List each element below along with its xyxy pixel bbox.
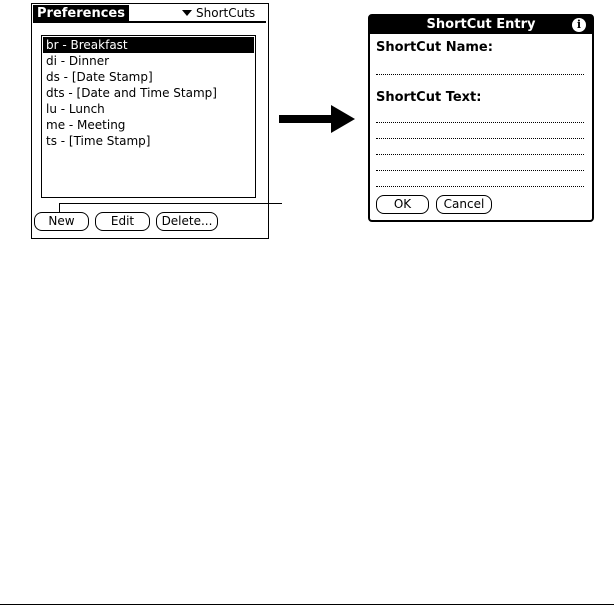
- list-item[interactable]: br - Breakfast: [43, 37, 254, 53]
- info-icon[interactable]: i: [572, 18, 586, 32]
- shortcut-text-line-2[interactable]: [376, 138, 584, 139]
- shortcut-text-line-1[interactable]: [376, 122, 584, 123]
- title-underline: [33, 21, 266, 23]
- callout-line: [60, 203, 282, 204]
- category-picker[interactable]: [182, 5, 255, 21]
- footer-rule: [0, 604, 614, 605]
- list-item[interactable]: di - Dinner: [46, 54, 110, 68]
- cancel-button[interactable]: Cancel: [436, 195, 492, 214]
- shortcut-name-field[interactable]: [376, 74, 584, 75]
- shortcut-text-label: ShortCut Text:: [376, 90, 482, 105]
- arrow-right-icon: [331, 105, 355, 133]
- ok-button[interactable]: OK: [376, 195, 429, 214]
- list-item[interactable]: ts - [Time Stamp]: [46, 134, 151, 148]
- new-button[interactable]: New: [34, 212, 89, 231]
- shortcut-text-line-5[interactable]: [376, 186, 584, 187]
- delete-button[interactable]: Delete...: [156, 212, 218, 231]
- list-item[interactable]: lu - Lunch: [46, 102, 105, 116]
- list-item[interactable]: ds - [Date Stamp]: [46, 70, 153, 84]
- triangle-down-icon: [182, 10, 192, 16]
- shortcut-list: [41, 35, 256, 198]
- dialog-title: ShortCut Entry: [370, 16, 592, 34]
- shortcut-text-line-4[interactable]: [376, 170, 584, 171]
- list-item[interactable]: me - Meeting: [46, 118, 126, 132]
- callout-line-vertical: [59, 203, 60, 213]
- category-picker-label: ShortCuts: [196, 6, 256, 20]
- edit-button[interactable]: Edit: [95, 212, 150, 231]
- preferences-title: Preferences: [33, 5, 129, 22]
- list-item[interactable]: dts - [Date and Time Stamp]: [46, 86, 217, 100]
- shortcut-name-label: ShortCut Name:: [376, 40, 493, 55]
- arrow-shaft: [279, 115, 335, 123]
- shortcut-text-line-3[interactable]: [376, 154, 584, 155]
